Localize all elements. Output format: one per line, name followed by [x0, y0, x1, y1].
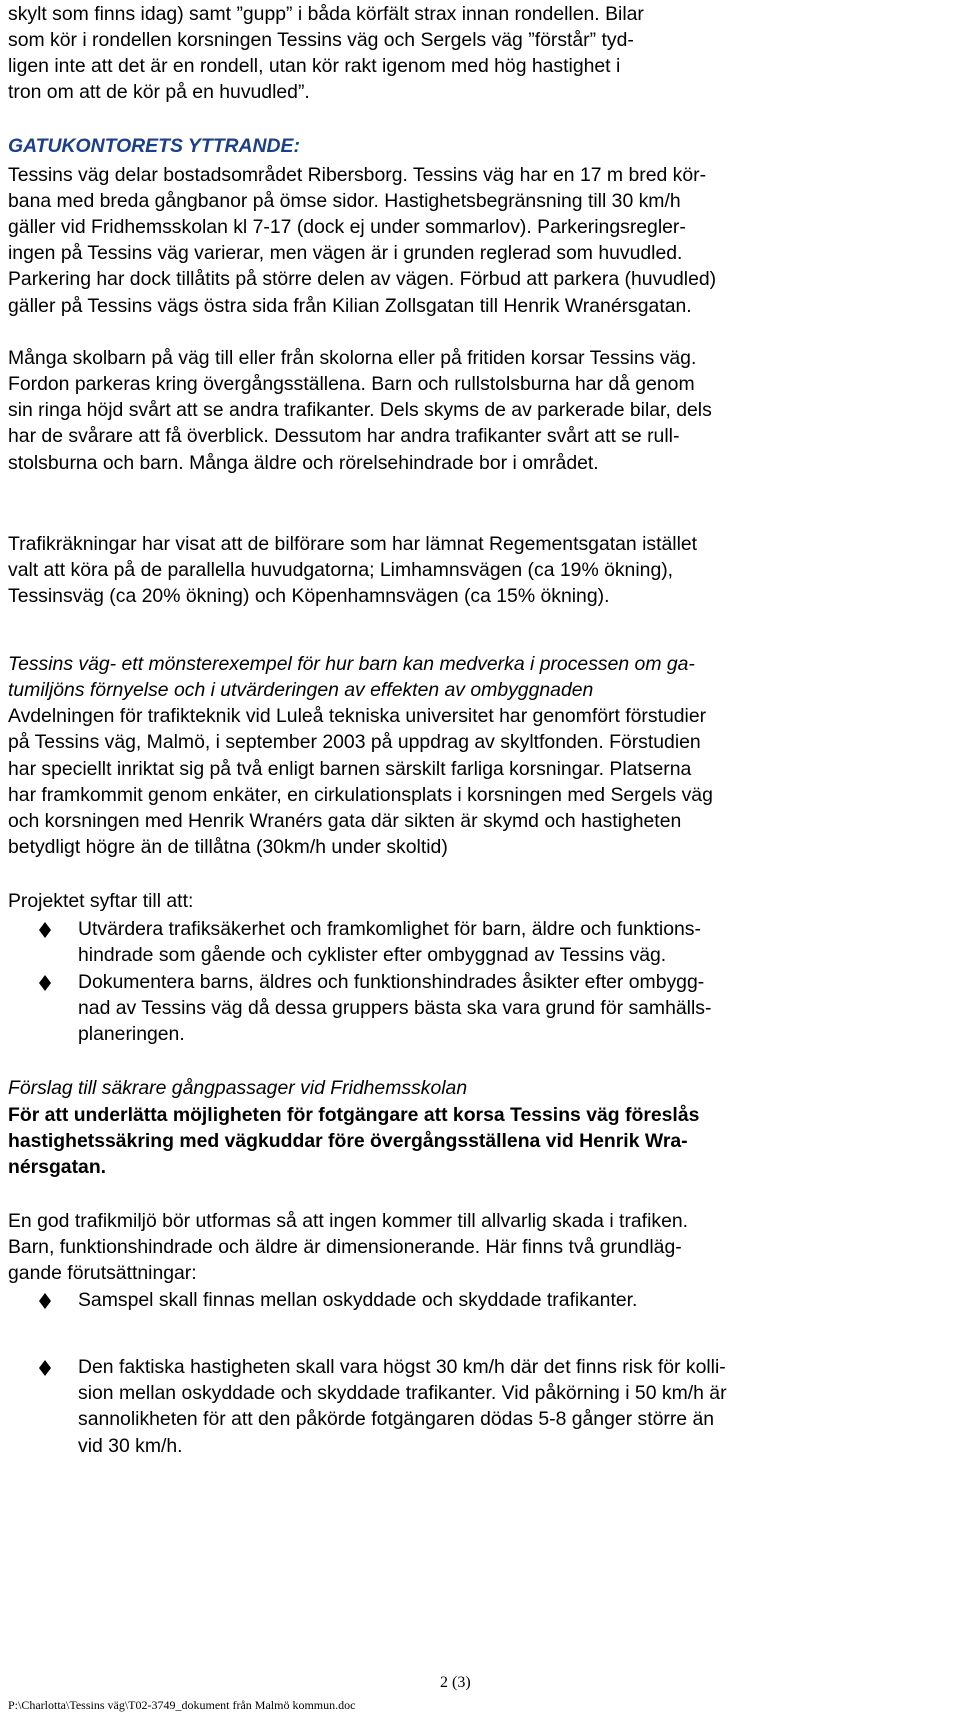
text-line: på Tessins väg, Malmö, i september 2003 på uppdrag av skyltfonden. Förstudien [8, 731, 701, 753]
section-heading-forslag: Förslag till säkrare gångpassager vid Fridhemsskolan [8, 1077, 468, 1099]
text-line: Utvärdera trafiksäkerhet och framkomlighet för barn, äldre och funktions- [78, 918, 701, 940]
text-line: nérsgatan. [8, 1156, 107, 1178]
text-line: bana med breda gångbanor på ömse sidor. Hastighetsbegränsning till 30 km/h [8, 190, 681, 212]
text-line: planeringen. [78, 1023, 185, 1045]
text-line: gande förutsättningar: [8, 1262, 197, 1284]
text-line: betydligt högre än de tillåtna (30km/h under skoltid) [8, 836, 448, 858]
text-line: gäller vid Fridhemsskolan kl 7-17 (dock ej under sommarlov). Parkeringsregler- [8, 216, 686, 238]
section-heading-gatukontoret: GATUKONTORETS YTTRANDE: [8, 135, 300, 157]
text-line: Fordon parkeras kring övergångsställena. Barn och rullstolsburna har då genom [8, 373, 695, 395]
file-path-footer: P:\Charlotta\Tessins väg\T02-3749_dokument från Malmö kommun.doc [8, 1698, 356, 1712]
text-line: För att underlätta möjligheten för fotgängare att korsa Tessins väg föreslås [8, 1104, 700, 1126]
text-line: Parkering har dock tillåtits på större delen av vägen. Förbud att parkera (huvudled) [8, 268, 717, 290]
text-line: tumiljöns förnyelse och i utvärderingen av effekten av ombyggnaden [8, 679, 594, 701]
text-line: hastighetssäkring med vägkuddar före övergångsställena vid Henrik Wra- [8, 1130, 688, 1152]
diamond-bullet-icon [38, 974, 52, 992]
text-line: som kör i rondellen korsningen Tessins väg och Sergels väg ”förstår” tyd- [8, 29, 634, 51]
diamond-bullet-icon [38, 1359, 52, 1377]
projekt-intro: Projektet syftar till att: [8, 890, 194, 912]
text-line: Samspel skall finnas mellan oskyddade och skyddade trafikanter. [78, 1289, 638, 1311]
text-line: nad av Tessins väg då dessa gruppers bästa ska vara grund för samhälls- [78, 997, 712, 1019]
text-line: skylt som finns idag) samt ”gupp” i båda körfält strax innan rondellen. Bilar [8, 3, 644, 25]
text-line: Barn, funktionshindrade och äldre är dimensionerande. Här finns två grundläg- [8, 1236, 682, 1258]
text-line: Tessins väg- ett mönsterexempel för hur barn kan medverka i processen om ga- [8, 653, 695, 675]
text-line: Många skolbarn på väg till eller från skolorna eller på fritiden korsar Tessins väg. [8, 347, 697, 369]
text-line: har de svårare att få överblick. Dessutom har andra trafikanter svårt att se rull- [8, 425, 680, 447]
text-line: Dokumentera barns, äldres och funktionshindrades åsikter efter ombygg- [78, 971, 705, 993]
text-line: valt att köra på de parallella huvudgatorna; Limhamnsvägen (ca 19% ökning), [8, 559, 674, 581]
page-number: 2 (3) [440, 1674, 471, 1691]
text-line: Tessinsväg (ca 20% ökning) och Köpenhamnsvägen (ca 15% ökning). [8, 585, 610, 607]
text-line: gäller på Tessins vägs östra sida från Kilian Zollsgatan till Henrik Wranérsgatan. [8, 295, 692, 317]
diamond-bullet-icon [38, 921, 52, 939]
text-line: vid 30 km/h. [78, 1435, 183, 1457]
text-line: Den faktiska hastigheten skall vara högst 30 km/h där det finns risk för kolli- [78, 1356, 726, 1378]
text-line: En god trafikmiljö bör utformas så att ingen kommer till allvarlig skada i trafiken. [8, 1210, 689, 1232]
text-line: har speciellt inriktat sig på två enligt barnen särskilt farliga korsningar. Platserna [8, 758, 692, 780]
text-line: hindrade som gående och cyklister efter ombyggnad av Tessins väg. [78, 944, 667, 966]
text-line: Tessins väg delar bostadsområdet Ribersborg. Tessins väg har en 17 m bred kör- [8, 164, 707, 186]
text-line: ligen inte att det är en rondell, utan kör rakt igenom med hög hastighet i [8, 55, 621, 77]
text-line: har framkommit genom enkäter, en cirkulationsplats i korsningen med Sergels väg [8, 784, 713, 806]
text-line: Trafikräkningar har visat att de bilförare som har lämnat Regementsgatan istället [8, 533, 698, 555]
text-line: Avdelningen för trafikteknik vid Luleå tekniska universitet har genomfört förstudier [8, 705, 707, 727]
text-line: ingen på Tessins väg varierar, men vägen är i grunden reglerad som huvudled. [8, 242, 683, 264]
text-line: sin ringa höjd svårt att se andra trafikanter. Dels skyms de av parkerade bilar, dels [8, 399, 712, 421]
text-line: stolsburna och barn. Många äldre och rörelsehindrade bor i området. [8, 452, 599, 474]
text-line: sion mellan oskyddade och skyddade trafikanter. Vid påkörning i 50 km/h är [78, 1382, 727, 1404]
text-line: och korsningen med Henrik Wranérs gata där sikten är skymd och hastigheten [8, 810, 682, 832]
text-line: tron om att de kör på en huvudled”. [8, 81, 310, 103]
text-line: sannolikheten för att den påkörde fotgängaren dödas 5-8 gånger större än [78, 1408, 715, 1430]
diamond-bullet-icon [38, 1292, 52, 1310]
